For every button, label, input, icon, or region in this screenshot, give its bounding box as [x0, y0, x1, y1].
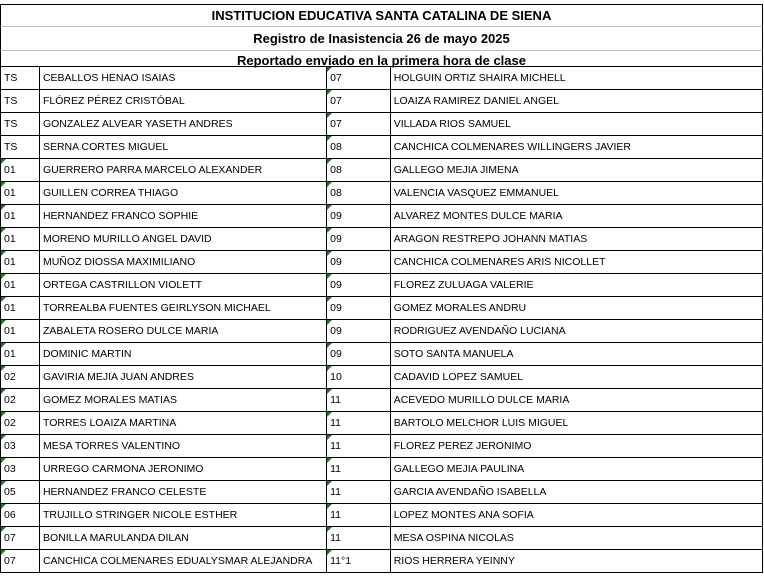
student-name-cell-right[interactable]: LOAIZA RAMIREZ DANIEL ANGEL: [390, 90, 762, 113]
grade-cell-right[interactable]: 09: [327, 205, 391, 228]
student-name-cell-right[interactable]: MESA OSPINA NICOLAS: [390, 527, 762, 550]
student-name-cell-left[interactable]: BONILLA MARULANDA DILAN: [39, 527, 326, 550]
institution-title: INSTITUCION EDUCATIVA SANTA CATALINA DE SIENA: [0, 4, 763, 26]
grade-cell-right[interactable]: 09: [327, 343, 391, 366]
student-name-cell-right[interactable]: GARCIA AVENDAÑO ISABELLA: [390, 481, 762, 504]
student-name-cell-left[interactable]: URREGO CARMONA JERONIMO: [39, 458, 326, 481]
table-row: [1, 481, 763, 504]
student-name-cell-right[interactable]: BARTOLO MELCHOR LUIS MIGUEL: [390, 412, 762, 435]
student-name-cell-left[interactable]: FLÓREZ PÉREZ CRISTÓBAL: [39, 90, 326, 113]
grade-cell-left[interactable]: 07: [1, 527, 40, 550]
student-name-cell-left[interactable]: DOMINIC MARTIN: [39, 343, 326, 366]
student-name-cell-left[interactable]: ORTEGA CASTRILLON VIOLETT: [39, 274, 326, 297]
grade-cell-right[interactable]: 11°1: [327, 550, 391, 573]
grade-cell-left[interactable]: 01: [1, 343, 40, 366]
grade-cell-right[interactable]: 11: [327, 435, 391, 458]
grade-cell-left[interactable]: TS: [1, 113, 40, 136]
grade-cell-left[interactable]: 06: [1, 504, 40, 527]
student-name-cell-right[interactable]: LOPEZ MONTES ANA SOFIA: [390, 504, 762, 527]
table-row: [1, 159, 763, 182]
student-name-cell-right[interactable]: VALENCIA VASQUEZ EMMANUEL: [390, 182, 762, 205]
grade-cell-left[interactable]: 01: [1, 182, 40, 205]
student-name-cell-left[interactable]: HERNANDEZ FRANCO CELESTE: [39, 481, 326, 504]
table-row: [1, 504, 763, 527]
grade-cell-right[interactable]: 07: [327, 90, 391, 113]
student-name-cell-right[interactable]: VILLADA RIOS SAMUEL: [390, 113, 762, 136]
grade-cell-left[interactable]: 07: [1, 550, 40, 573]
student-name-cell-left[interactable]: GAVIRIA MEJIA JUAN ANDRES: [39, 366, 326, 389]
reported-subtitle: Reportado enviado en la primera hora de clase: [0, 50, 763, 70]
student-name-cell-left[interactable]: GUERRERO PARRA MARCELO ALEXANDER: [39, 159, 326, 182]
table-row: [1, 67, 763, 90]
table-row: [1, 550, 763, 573]
grade-cell-right[interactable]: 10: [327, 366, 391, 389]
student-name-cell-right[interactable]: ALVAREZ MONTES DULCE MARIA: [390, 205, 762, 228]
grade-cell-right[interactable]: 09: [327, 274, 391, 297]
student-name-cell-right[interactable]: GALLEGO MEJIA PAULINA: [390, 458, 762, 481]
table-row: [1, 113, 763, 136]
grade-cell-left[interactable]: 01: [1, 205, 40, 228]
absence-table-body: [1, 67, 763, 573]
student-name-cell-right[interactable]: RIOS HERRERA YEINNY: [390, 550, 762, 573]
table-row: [1, 274, 763, 297]
student-name-cell-right[interactable]: FLOREZ PEREZ JERONIMO: [390, 435, 762, 458]
grade-cell-right[interactable]: 11: [327, 527, 391, 550]
student-name-cell-left[interactable]: TRUJILLO STRINGER NICOLE ESTHER: [39, 504, 326, 527]
grade-cell-left[interactable]: TS: [1, 90, 40, 113]
grade-cell-left[interactable]: 02: [1, 412, 40, 435]
grade-cell-right[interactable]: 09: [327, 251, 391, 274]
student-name-cell-left[interactable]: CANCHICA COLMENARES EDUALYSMAR ALEJANDRA: [39, 550, 326, 573]
register-title: Registro de Inasistencia 26 de mayo 2025: [0, 26, 763, 50]
student-name-cell-right[interactable]: FLOREZ ZULUAGA VALERIE: [390, 274, 762, 297]
table-row: [1, 90, 763, 113]
grade-cell-left[interactable]: 01: [1, 297, 40, 320]
table-row: [1, 412, 763, 435]
student-name-cell-right[interactable]: CANCHICA COLMENARES ARIS NICOLLET: [390, 251, 762, 274]
grade-cell-right[interactable]: 09: [327, 320, 391, 343]
table-row: [1, 389, 763, 412]
student-name-cell-left[interactable]: TORREALBA FUENTES GEIRLYSON MICHAEL: [39, 297, 326, 320]
grade-cell-left[interactable]: 05: [1, 481, 40, 504]
table-row: [1, 228, 763, 251]
grade-cell-right[interactable]: 09: [327, 297, 391, 320]
student-name-cell-left[interactable]: CEBALLOS HENAO ISAIAS: [39, 67, 326, 90]
grade-cell-left[interactable]: 03: [1, 435, 40, 458]
student-name-cell-right[interactable]: CANCHICA COLMENARES WILLINGERS JAVIER: [390, 136, 762, 159]
student-name-cell-left[interactable]: GOMEZ MORALES MATIAS: [39, 389, 326, 412]
table-row: [1, 251, 763, 274]
grade-cell-right[interactable]: 08: [327, 159, 391, 182]
table-row: [1, 205, 763, 228]
table-row: [1, 182, 763, 205]
student-name-cell-left[interactable]: MUÑOZ DIOSSA MAXIMILIANO: [39, 251, 326, 274]
grade-cell-right[interactable]: 07: [327, 67, 391, 90]
student-name-cell-right[interactable]: ARAGON RESTREPO JOHANN MATIAS: [390, 228, 762, 251]
grade-cell-right[interactable]: 11: [327, 389, 391, 412]
table-row: [1, 320, 763, 343]
grade-cell-left[interactable]: 02: [1, 366, 40, 389]
student-name-cell-right[interactable]: GOMEZ MORALES ANDRU: [390, 297, 762, 320]
grade-cell-left[interactable]: 02: [1, 389, 40, 412]
student-name-cell-right[interactable]: ACEVEDO MURILLO DULCE MARIA: [390, 389, 762, 412]
student-name-cell-right[interactable]: HOLGUIN ORTIZ SHAIRA MICHELL: [390, 67, 762, 90]
grade-cell-right[interactable]: 08: [327, 182, 391, 205]
grade-cell-right[interactable]: 11: [327, 504, 391, 527]
grade-cell-right[interactable]: 11: [327, 481, 391, 504]
table-row: [1, 343, 763, 366]
student-name-cell-right[interactable]: SOTO SANTA MANUELA: [390, 343, 762, 366]
grade-cell-left[interactable]: 01: [1, 251, 40, 274]
student-name-cell-left[interactable]: MORENO MURILLO ANGEL DAVID: [39, 228, 326, 251]
absence-table: [0, 66, 763, 573]
table-row: [1, 435, 763, 458]
grade-cell-left[interactable]: 01: [1, 274, 40, 297]
table-row: [1, 297, 763, 320]
table-row: [1, 527, 763, 550]
grade-cell-right[interactable]: 08: [327, 136, 391, 159]
table-row: [1, 136, 763, 159]
grade-cell-left[interactable]: TS: [1, 67, 40, 90]
student-name-cell-left[interactable]: ZABALETA ROSERO DULCE MARIA: [39, 320, 326, 343]
student-name-cell-right[interactable]: CADAVID LOPEZ SAMUEL: [390, 366, 762, 389]
student-name-cell-right[interactable]: RODRIGUEZ AVENDAÑO LUCIANA: [390, 320, 762, 343]
grade-cell-left[interactable]: 01: [1, 320, 40, 343]
student-name-cell-left[interactable]: GONZALEZ ALVEAR YASETH ANDRES: [39, 113, 326, 136]
grade-cell-left[interactable]: 01: [1, 228, 40, 251]
table-row: [1, 458, 763, 481]
student-name-cell-left[interactable]: MESA TORRES VALENTINO: [39, 435, 326, 458]
table-row: [1, 366, 763, 389]
student-name-cell-left[interactable]: GUILLEN CORREA THIAGO: [39, 182, 326, 205]
grade-cell-left[interactable]: 03: [1, 458, 40, 481]
student-name-cell-left[interactable]: SERNA CORTES MIGUEL: [39, 136, 326, 159]
student-name-cell-right[interactable]: GALLEGO MEJIA JIMENA: [390, 159, 762, 182]
student-name-cell-left[interactable]: HERNANDEZ FRANCO SOPHIE: [39, 205, 326, 228]
grade-cell-left[interactable]: 01: [1, 159, 40, 182]
grade-cell-left[interactable]: TS: [1, 136, 40, 159]
grade-cell-right[interactable]: 07: [327, 113, 391, 136]
grade-cell-right[interactable]: 09: [327, 228, 391, 251]
grade-cell-right[interactable]: 11: [327, 458, 391, 481]
grade-cell-right[interactable]: 11: [327, 412, 391, 435]
student-name-cell-left[interactable]: TORRES LOAIZA MARTINA: [39, 412, 326, 435]
